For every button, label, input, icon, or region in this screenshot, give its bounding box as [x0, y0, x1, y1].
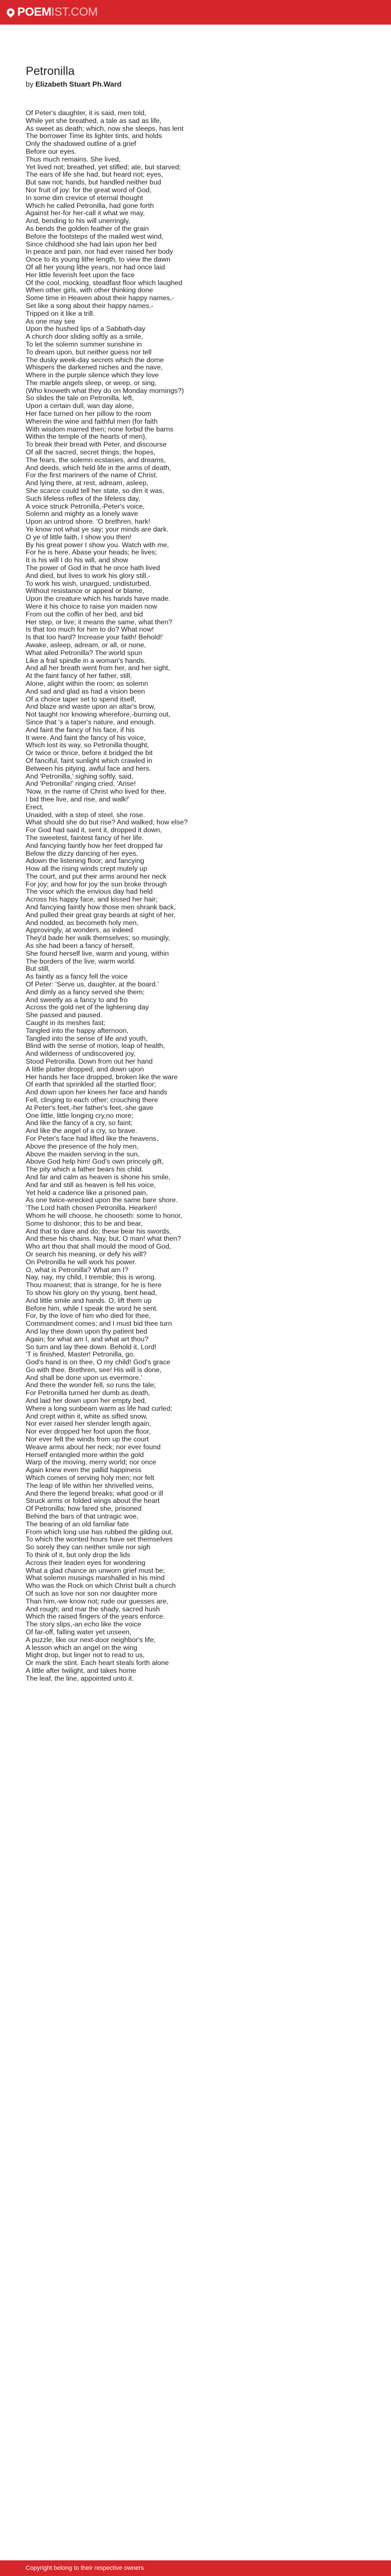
poem-line: For Petronilla turned her dumb as death, — [26, 1389, 150, 1397]
poem-line: Yet held a cadence like a prisoned pain, — [26, 1188, 148, 1197]
poem-line: And far and still as heaven is fell his voice, — [26, 1180, 156, 1189]
poem-line: The sweetest, faintest fancy of her life. — [26, 833, 144, 842]
poem-line: Blind with the sense of motion, leap of health, — [26, 1042, 165, 1050]
poem-line: The fears, the solemn ecstasies, and dreams, — [26, 456, 166, 464]
poem-line: Thou moanest; that is strange, for he is here — [26, 1281, 162, 1289]
poem-line: Nor fruit of joy: for the great word of God, — [26, 186, 152, 194]
poem-line: And dimly as a fancy served she them; — [26, 988, 145, 996]
poem-line: Below the dizzy dancing of her eyes, — [26, 849, 139, 857]
poem-line: Without resistance or appeal or blame, — [26, 587, 145, 595]
poem-line: As one may see — [26, 317, 75, 325]
poem-line: For God had said it, sent it, dropped it down, — [26, 826, 162, 834]
poem-line: Yet lived not; breathed, yet stifled; ate, but starved; — [26, 163, 181, 171]
poem-line: A little platter dropped, and down upon — [26, 1065, 144, 1073]
poem-line: A little after twilight, and takes home — [26, 1666, 136, 1674]
poem-line: Were it his choice to raise yon maiden now — [26, 603, 158, 610]
poem-line: God's hand is on thee, O my child! God's grace — [26, 1358, 170, 1367]
poem-line: Go with thee. Brethren, see! His will is done, — [26, 1365, 162, 1374]
poem-line: Tangled into the happy afternoon, — [26, 1026, 128, 1035]
poem-line: And like the angel of a cry, so brave. — [26, 1127, 137, 1135]
poem-line: Herself entangled more within the gold — [26, 1450, 144, 1459]
poem-line: 'T is finished, Master! Petronilla, go. — [26, 1350, 135, 1359]
site-header — [0, 0, 391, 25]
poem-line: The power of God in that he once hath lived — [26, 564, 160, 572]
poem-line: Struck arms or folded wings about the heart — [26, 1497, 160, 1505]
poem-line: And 'Petronilla,' sighing softly, said, — [26, 772, 133, 780]
poem-line: And all her breath went from her, and her sight, — [26, 664, 170, 672]
poem-line: Upon a certain dull, wan day alone, — [26, 402, 134, 410]
poem-line: Commandment comes; and I must bid thee turn — [26, 1320, 172, 1328]
poem-line: Her little feverish feet upon the face — [26, 271, 135, 279]
poem-line: For he is here. Abase your heads; he lives; — [26, 548, 157, 557]
poem-line: Caught in its meshes fast; — [26, 1019, 106, 1027]
poem-line: What a glad chance an unworn grief must be; — [26, 1566, 165, 1574]
poem-line: It were. And faint the fancy of his voice, — [26, 733, 146, 742]
poem-line: While yet she breathed, a tale as sad as life, — [26, 116, 162, 125]
poem-line: Her face turned on her pillow to the room — [26, 410, 151, 418]
poem-line: What should she do but rise? And walked; how else? — [26, 818, 188, 827]
poem-line: Is that too hard? Increase your faith! Behold!' — [26, 633, 164, 642]
poem-line: The leap of life within her shrivelled veins, — [26, 1481, 154, 1489]
poem-line: Than him,-we know not; rude our guesses are, — [26, 1597, 169, 1605]
poem-line: The borrower Time its lighter tints, and holds — [26, 132, 162, 140]
poem-line: Unaided, with a step of steel, she rose. — [26, 810, 145, 819]
poem-content — [0, 25, 391, 1683]
poem-line: Of fanciful, faint sunlight which crawled in — [26, 756, 152, 765]
poem-line: Such lifeless reflex of the lifeless day, — [26, 494, 141, 502]
poem-line: A puzzle, like our next-door neighbor's life; — [26, 1635, 156, 1644]
poem-line: O ye of little faith, I show you then! — [26, 533, 132, 541]
poem-line: Who was the Rock on which Christ built a church — [26, 1582, 176, 1590]
poem-line: Of Peter's daughter, it is said, men told, — [26, 109, 146, 117]
byline — [26, 79, 391, 89]
poem-line: She scarce could tell her state, so dim it was, — [26, 487, 164, 495]
poem-line: Across the gold net of the lightening day — [26, 1003, 149, 1012]
poem-line: Again; for what am I, and what art thou? — [26, 1335, 149, 1343]
poem-line: And blaze and waste upon an altar's brow, — [26, 703, 156, 711]
poem-line: By his great power I show you. Watch with me, — [26, 540, 169, 549]
poem-line: O, what is Petronilla? What am I? — [26, 1265, 128, 1274]
poem-line: Nor ever raised her slender length again, — [26, 1420, 151, 1428]
poem-line: Before the footsteps of the mailed west wind, — [26, 232, 164, 240]
poem-body — [26, 110, 391, 1683]
poem-line: Across their leaden eyes for wondering — [26, 1558, 146, 1567]
poem-line: On Petronilla he will work his power. — [26, 1258, 137, 1266]
poem-line: Since that 's a taper's nature, and enough. — [26, 718, 156, 726]
poem-line: How all the rising winds crept mutely up — [26, 865, 147, 873]
poem-line: The court, and put their arms around her neck — [26, 872, 167, 880]
poem-line: Which he called Petronilla, had gone forth — [26, 201, 154, 210]
poem-line: The story slips,-an echo like the voice — [26, 1620, 141, 1629]
poem-line: At Peter's feet,-her father's feet,-she gave — [26, 1103, 154, 1112]
poem-line: Whispers the darkened niches and the nave, — [26, 363, 163, 372]
poem-line: Tangled into the sense of life and youth, — [26, 1034, 148, 1042]
poem-line: And that to dare and do; these bear his swords, — [26, 1227, 171, 1235]
poem-line: Weave arms about her neck; nor ever found — [26, 1443, 161, 1451]
poem-line: Nay, nay, my child, I tremble; this is wrong. — [26, 1273, 156, 1282]
poem-line: Against her-for her-call it what we may, — [26, 209, 145, 217]
poem-line: And far and calm as heaven is shone his smile, — [26, 1173, 170, 1181]
poem-line: Which lost its way, so Petronilla thought, — [26, 741, 149, 749]
poem-line: The ears of life she had, but heard not; eyes, — [26, 170, 163, 179]
poem-line: Upon an untrod shore. 'O brethren, hark! — [26, 518, 150, 526]
poem-line: And little smile and hands. O, lift them up — [26, 1296, 152, 1304]
poem-line: One little, little longing cry,no more; — [26, 1111, 133, 1119]
poem-line: The bearing of an old familiar fate — [26, 1520, 129, 1528]
poem-line: Or mark the stint. Each heart steals forth alone — [26, 1659, 169, 1667]
poem-line: To break their bread with Peter, and discourse — [26, 440, 167, 449]
poem-line: And shall be done upon us evermore.' — [26, 1373, 142, 1382]
poem-line: It is his will I do his will, and show — [26, 556, 128, 564]
poem-line: With wisdom marred then; none forbid the barns — [26, 425, 174, 433]
poem-line: And 'Petronilla!' ringing cried, 'Arise! — [26, 780, 136, 788]
logo-text — [17, 6, 98, 19]
poem-line: Behind the bars of that untragic woe, — [26, 1512, 139, 1521]
copyright-text: Copyright belong to their respective owners — [26, 2565, 144, 2572]
poem-line: Adown the listening floor; and fancying — [26, 857, 145, 865]
poem-line: But saw not; hands, but handled neither bud — [26, 178, 161, 187]
poem-line: Upon the creature which his hands have made. — [26, 595, 170, 603]
poem-line: To think of it, but only drop the lids — [26, 1551, 131, 1559]
poem-line: Ye know not what ye say; your minds are dark. — [26, 525, 169, 534]
poem-line: Only the shadowed outline of a grief — [26, 140, 136, 148]
poem-line: Upon the hushed lips of a Sabbath-day — [26, 325, 146, 333]
poem-line: Of such as love nor son nor daughter more — [26, 1590, 158, 1597]
poem-line: Fell, clinging to each other; crouching there — [26, 1096, 158, 1104]
poem-line: And died, but lives to work his glory still,- — [26, 571, 151, 580]
poem-line: Alone, alight within the room; as solemn — [26, 679, 149, 687]
poem-line: Awake, asleep, adream, or all, or none, — [26, 641, 146, 649]
author-link[interactable]: Elizabeth Stuart Ph.Ward — [35, 80, 122, 88]
poem-line: And like the fancy of a cry, so faint; — [26, 1119, 133, 1127]
poem-line: And laid her down upon her empty bed, — [26, 1397, 147, 1405]
poem-line: And, bending to his will unerringly, — [26, 217, 131, 225]
poem-line: Once to its young lithe length, to view the dawn — [26, 255, 170, 264]
poem-line: For Peter's face had lifted like the heavens, — [26, 1134, 159, 1142]
byline-prefix: by — [26, 80, 34, 88]
poem-line: To let the solemn summer sunshine in — [26, 340, 142, 348]
poem-line: Tripped on it like a trill. — [26, 309, 95, 317]
poem-line: What ailed Petronilla? The world spun — [26, 648, 142, 657]
poem-line: And wilderness of undiscovered joy, — [26, 1050, 136, 1058]
poem-line: Of far-off, falling water yet unseen, — [26, 1628, 132, 1636]
poem-line: And sad and glad as had a vision been — [26, 687, 145, 695]
poem-line: Of the cool, mocking, steadfast floor which laughed — [26, 278, 183, 287]
poem-line: Above the maiden serving in the sun, — [26, 1150, 140, 1158]
poem-line: Her hands her face dropped, broken like the ware — [26, 1073, 178, 1081]
poem-line: Above the presence of the holy men, — [26, 1142, 139, 1150]
poem-line: Who art thou that shall mould the mood of God, — [26, 1242, 171, 1251]
site-logo[interactable] — [7, 6, 98, 19]
logo-suffix: IST.COM — [51, 6, 98, 18]
poem-line: Not taught nor knowing wherefore,-burning out, — [26, 710, 170, 719]
poem-line: And faint the fancy of his face, if his — [26, 725, 135, 734]
poem-line: Solemn and mighty as a lonely wave — [26, 510, 139, 518]
poem-line: Her step, or live; it means the same, what then? — [26, 618, 173, 626]
poem-line: The borders of the live, warm world. — [26, 957, 136, 965]
poem-line: And fancying faintly how her feet dropped far — [26, 841, 163, 850]
poem-line: And lay thee down upon thy patient bed — [26, 1327, 147, 1335]
poem-line: Whom he will choose, he chooseth: some to honor, — [26, 1211, 183, 1220]
poem-title: Petronilla — [26, 65, 75, 78]
poem-line: And there the wonder fell, so runs the tale; — [26, 1381, 156, 1389]
poem-line: A lesson which an angel on the wing — [26, 1643, 137, 1652]
poem-line: As she had been a fancy of herself, — [26, 942, 135, 950]
poem-line: Approvingly, at wonders, as indeed — [26, 926, 133, 934]
poem-line: Erect, — [26, 803, 44, 811]
poem-line: And pulled their great gray beards at sight of her, — [26, 910, 175, 919]
poem-line: So sorely they can neither smile nor sigh — [26, 1543, 151, 1552]
poem-line: 'Now, in the name of Christ who lived for thee, — [26, 787, 166, 796]
poem-line: Of Peter: 'Serve us, daughter, at the board.' — [26, 980, 159, 989]
poem-line: In peace and pain, nor had ever raised her body — [26, 248, 173, 256]
poem-line: Of all the sacred, secret things; the hopes, — [26, 448, 156, 457]
poem-line: Stood Petronilla. Down from out her hand — [26, 1057, 153, 1066]
poem-line: When other girls, with other thinking done — [26, 286, 153, 295]
poem-line: The leaf, the line, appointed unto it. — [26, 1674, 134, 1682]
poem-line: The pity which a father bears his child. — [26, 1165, 144, 1174]
poem-line: To show his glory on thy young, bent head, — [26, 1288, 157, 1297]
poem-line: Set like a song about their happy names,- — [26, 301, 154, 310]
poem-line: (Who knoweth what they do on Monday mornings?) — [26, 386, 184, 395]
poem-line: Of earth that sprinkled all the startled floor; — [26, 1080, 156, 1089]
poem-line: Before him, while I speak the word he sent. — [26, 1304, 158, 1312]
poem-line: Which comes of serving holy men; nor felt — [26, 1474, 155, 1482]
poem-line: For the first mariners of the name of Christ. — [26, 471, 158, 480]
pin-icon — [5, 7, 16, 18]
poem-line: Nor ever dropped her foot upon the floor, — [26, 1427, 151, 1436]
poem-line: And there the legend breaks; what good or ill — [26, 1489, 163, 1497]
poem-line: Between his pitying, awful face and hers. — [26, 764, 151, 772]
poem-line: She found herself live, warm and young, within — [26, 949, 169, 957]
poem-line: Thus much remains. She lived, — [26, 155, 121, 163]
poem-line: And fancying faintly how those men shrank back, — [26, 903, 176, 912]
site-footer — [0, 2560, 391, 2576]
poem-line: Within the temple of the hearts of men), — [26, 433, 147, 441]
poem-line: And nodded, as becometh holy men, — [26, 918, 139, 927]
poem-line: The visor which the envious day had held — [26, 888, 153, 896]
poem-line: And sweetly as a fancy to and fro — [26, 995, 128, 1004]
poem-line: Again knew even the pallid happiness — [26, 1466, 142, 1474]
poem-line: Where a long sunbeam warm as life had curled; — [26, 1404, 173, 1412]
poem-line: But still, — [26, 965, 50, 973]
poem-line: Warp of the moving, merry world; nor once — [26, 1458, 156, 1467]
poem-line: Like a frail spindle in a woman's hands. — [26, 656, 146, 665]
poem-line: For joy; and how for joy the sun broke through — [26, 880, 167, 888]
poem-line: And rough; and mar the shady, sacred hush — [26, 1605, 160, 1613]
poem-line: Some time in Heaven about their happy names,- — [26, 294, 174, 302]
poem-line: Across his happy face, and kissed her hair; — [26, 895, 158, 904]
poem-line: 'The Lord hath chosen Petronilla. Hearken! — [26, 1204, 158, 1212]
poem-line: As faintly as a fancy fell the voice — [26, 972, 128, 981]
poem-line: Of Petronilla; how fared she, prisoned — [26, 1505, 142, 1513]
poem-line: So turn and lay thee down. Behold it, Lord! — [26, 1342, 157, 1351]
poem-line: A church door sliding softly as a smile, — [26, 333, 144, 341]
poem-line: And lying there, at rest, adream, asleep, — [26, 479, 149, 487]
poem-line: Since childhood she had lain upon her bed — [26, 240, 157, 248]
poem-line: Where in the purple silence which they love — [26, 371, 159, 379]
poem-line: And deeds, which held life in the arms of death, — [26, 463, 171, 472]
poem-line: The dusky week-day secrets which the dome — [26, 355, 164, 364]
poem-line: To dream upon, but neither guess nor tell — [26, 348, 152, 356]
poem-line: In some dim crevice of eternal thought — [26, 193, 144, 202]
poem-line: Which the raised fingers of the years enforce. — [26, 1612, 165, 1621]
poem-line: The marble angels sleep, or weep, or sing, — [26, 378, 157, 387]
poem-line: From which long use has rubbed the gilding out, — [26, 1527, 173, 1536]
poem-line: As one twice-wrecked upon the same bare shore. — [26, 1196, 178, 1204]
poem-line: Might drop, but linger not to read to us, — [26, 1651, 145, 1659]
poem-line: What solemn musings marshalled in his mind — [26, 1574, 165, 1582]
poem-line: Some to dishonor; this to be and bear, — [26, 1219, 143, 1227]
poem-line: From out the coffin of her bed, and bid — [26, 610, 143, 618]
poem-line: To work his wish, unargued, undisturbed, — [26, 579, 151, 587]
poem-line: And down upon her knees her face and hands — [26, 1088, 168, 1097]
poem-line: So slides the tale on Petronilla, left, — [26, 394, 134, 402]
poem-line: She passed and paused. — [26, 1011, 103, 1019]
poem-line: Or search his meaning, or defy his will? — [26, 1250, 147, 1258]
poem-line: Or twice or thrice, before it bridged the bit — [26, 749, 153, 757]
poem-line: A voice struck Petronilla,-Peter's voice, — [26, 502, 145, 510]
poem-line: And these his chains. Nay, but, O man! what then? — [26, 1235, 182, 1243]
poem-line: They'd bade her walk themselves; so musingly, — [26, 934, 170, 942]
poem-line: At the faint fancy of her father, still, — [26, 672, 132, 680]
poem-line: Before our eyes. — [26, 147, 77, 155]
poem-line: To which the wonted hours have set themselves — [26, 1535, 173, 1544]
poem-line: And crept within it, white as sifted snow, — [26, 1412, 148, 1420]
poem-line: Is that too much for him to do? What now! — [26, 625, 154, 634]
poem-line: Of a choice taper set to spend itself, — [26, 695, 136, 703]
poem-line: Wherein the wine and faithful men (for faith — [26, 417, 158, 425]
poem-line: Above God help him! God's own princely gift, — [26, 1157, 164, 1166]
poem-line: I bid thee live, and rise, and walk!' — [26, 795, 130, 803]
logo-main: POEM — [17, 6, 51, 18]
poem-line: As sweet as death; which, now she sleeps, has lent — [26, 124, 184, 132]
poem-line: Nor ever felt the winds from up the court — [26, 1435, 149, 1444]
poem-line: As bends the golden feather of the grain — [26, 224, 149, 233]
poem-line: For, by the love of him who died for thee, — [26, 1312, 151, 1320]
poem-line: Of all her young lithe years, nor had once laid — [26, 263, 165, 271]
